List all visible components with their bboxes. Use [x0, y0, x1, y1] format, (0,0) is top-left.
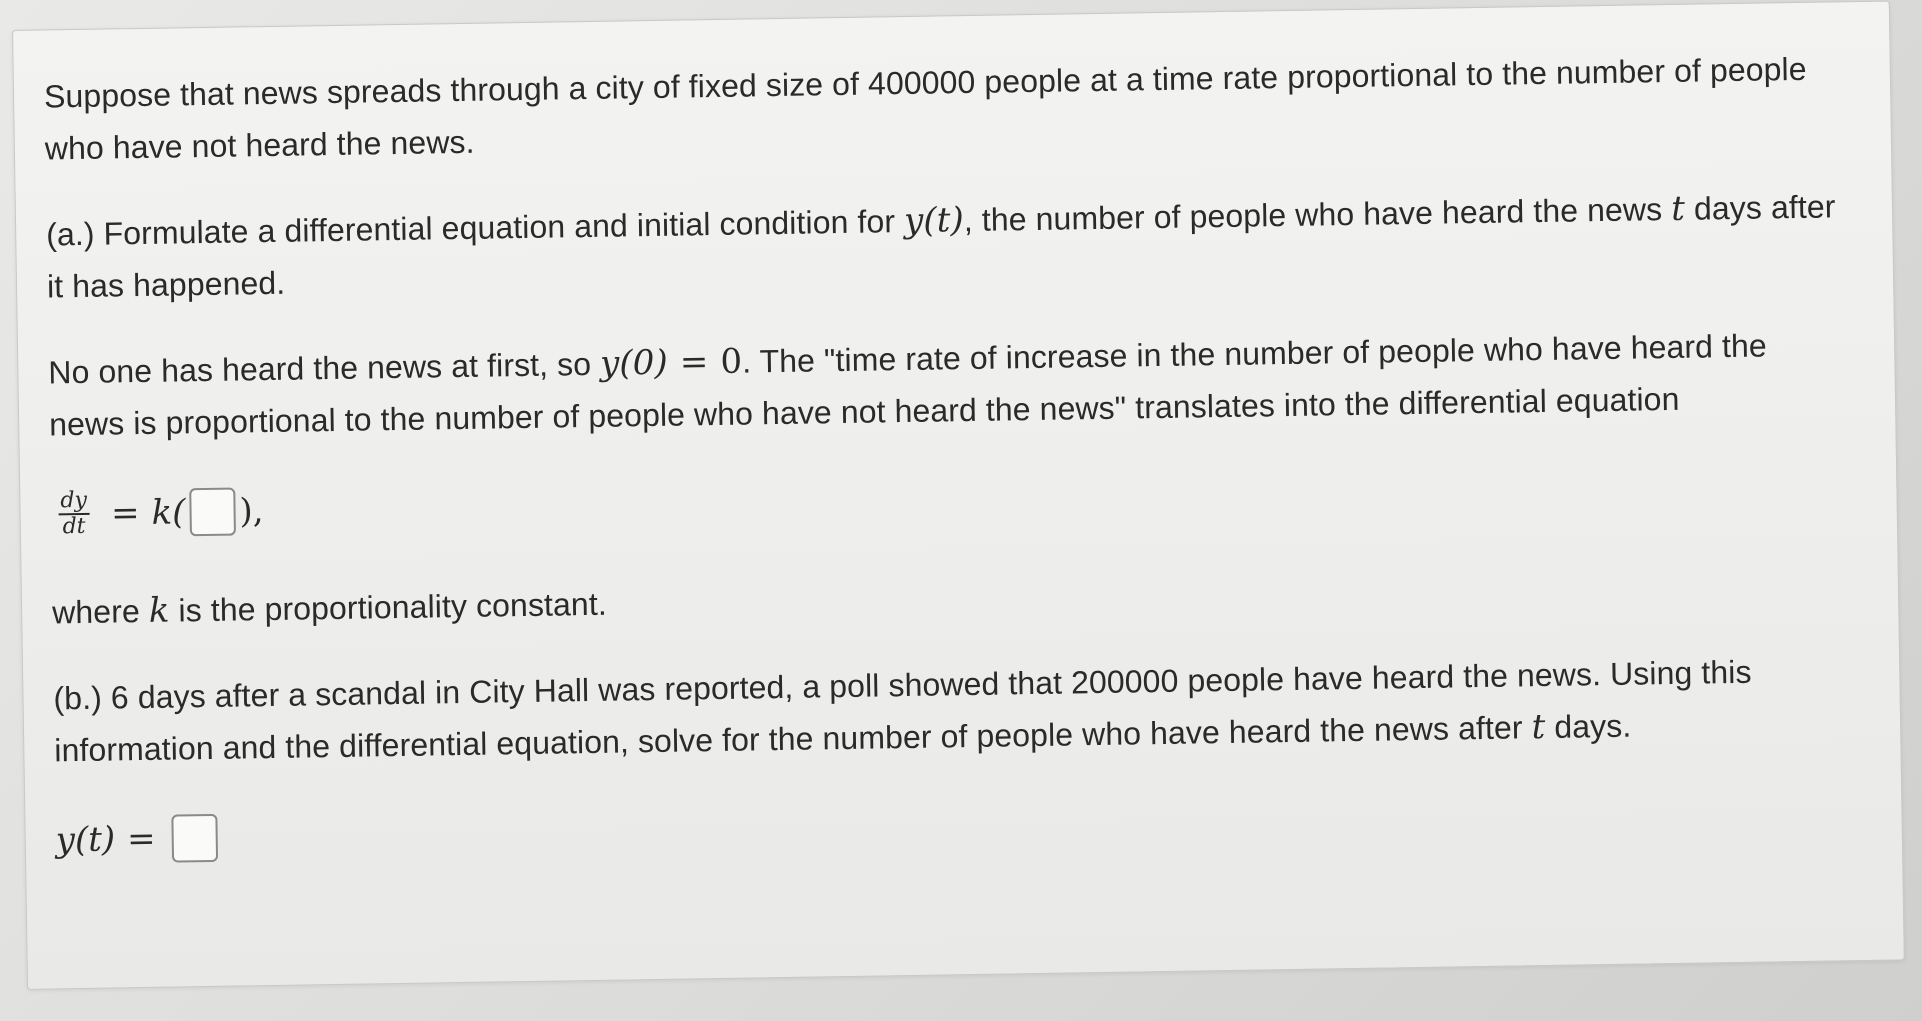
where-prefix: where — [51, 592, 150, 631]
ode-equals-sign: = — [110, 493, 140, 534]
answer-lhs-math: y(t) — [55, 819, 116, 861]
answer-equation — [55, 782, 1856, 870]
part-b-text — [53, 644, 1854, 776]
part-b-suffix: days. — [1545, 707, 1632, 745]
zero-value-math: 0 — [720, 341, 743, 382]
k-variable-math: k — [148, 590, 170, 631]
part-a-suffix: days after it has happened. — [46, 188, 1836, 305]
question-content — [44, 42, 1857, 912]
no-one-text — [48, 318, 1849, 450]
no-one-prefix: No one has heard the news at first, so — [48, 345, 601, 391]
fraction-denominator: dt — [62, 513, 86, 540]
dy-dt-fraction — [58, 489, 89, 539]
close-paren: ), — [239, 491, 264, 532]
ode-answer-input[interactable] — [189, 488, 236, 537]
differential-equation — [50, 456, 1851, 544]
where-suffix: is the proportionality constant. — [169, 585, 608, 629]
y-of-t-math: y(t) — [903, 200, 965, 242]
t-variable-math: t — [1670, 188, 1686, 229]
y-of-t-answer-input[interactable] — [171, 814, 218, 863]
part-a-prefix: (a.) Formulate a differential equation and initial condition for — [45, 203, 905, 253]
question-card — [12, 1, 1905, 990]
answer-equals-sign: = — [126, 818, 156, 860]
equals-sign: = — [679, 342, 709, 383]
t-variable-math-b: t — [1531, 707, 1546, 748]
fraction-numerator: dy — [58, 489, 89, 515]
k-open-paren: k( — [151, 492, 186, 533]
y-of-zero-math: y(0) — [599, 342, 669, 384]
where-text — [52, 558, 1853, 638]
part-a-text — [46, 180, 1847, 312]
intro-sentence: Suppose that news spreads through a city of fixed size of 400000 people at a time rate proportional to the number of people who have not heard the news. — [43, 50, 1807, 167]
no-one-suffix: . The "time rate of increase in the number of people who have heard the news is proportional to the number of people who have not heard the news" translates into the differential equation — [48, 327, 1768, 443]
part-b-prefix: (b.) 6 days after a scandal in City Hall was reported, a poll showed that 200000 people have heard the news. Using this information and the differential equation, solve for the number of people who have heard the news after — [53, 653, 1752, 769]
intro-text — [44, 42, 1845, 174]
part-a-middle: , the number of people who have heard the news — [963, 190, 1672, 239]
